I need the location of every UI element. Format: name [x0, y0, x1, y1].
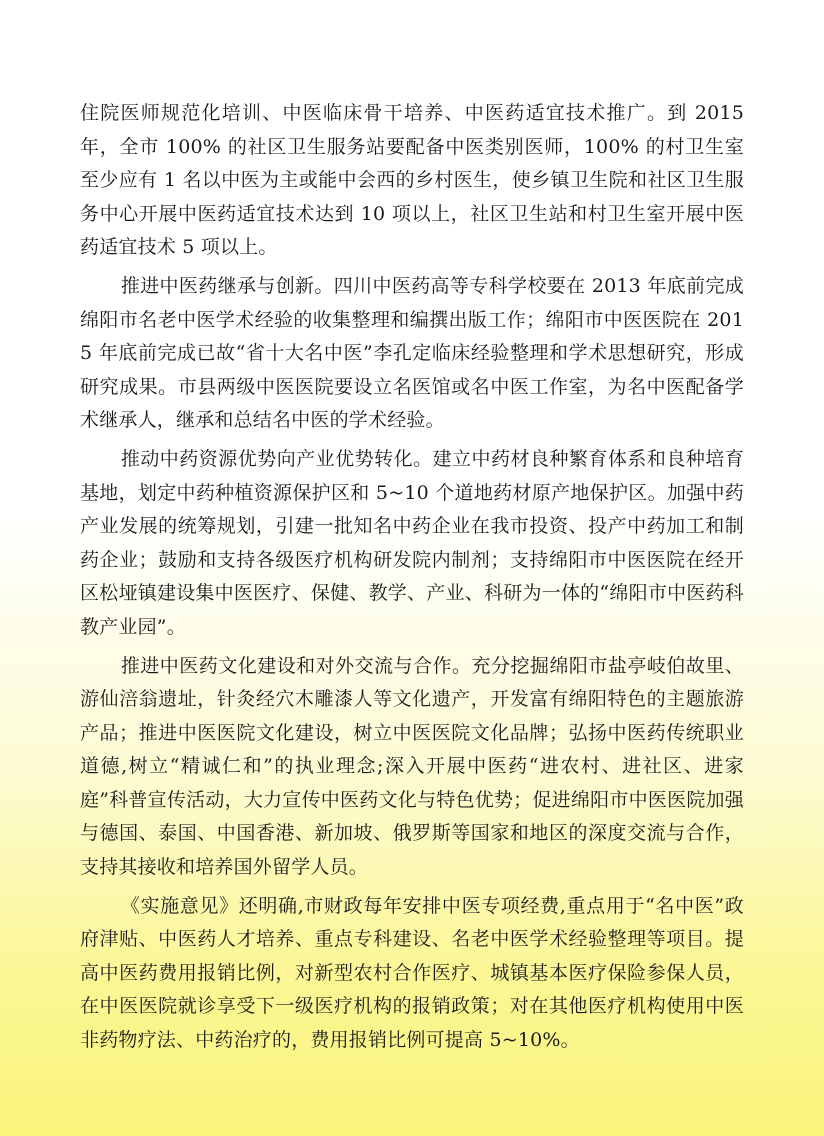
paragraph-culture-exchange: 推进中医药文化建设和对外交流与合作。充分挖掘绵阳市盐亭岐伯故里、游仙涪翁遗址，针灸经穴木雕漆人等文化遗产，开发富有绵阳特色的主题旅游产品；推进中医医院文化建设，树立中医医院文化品牌；弘扬中医药传统职业道德,树立“精诚仁和”的执业理念;深入开展中医药“进农村、进社区、进家庭”科普宣传活动，大力宣传中医药文化与特色优势；促进绵阳市中医医院加强与德国、泰国、中国香港、新加坡、俄罗斯等国家和地区的深度交流与合作，支持其接收和培养国外留学人员。 [80, 654, 744, 879]
paragraph-industry-transformation: 推动中药资源优势向产业优势转化。建立中药材良种繁育体系和良种培育基地，划定中药种植资源保护区和 5~10 个道地药材原产地保护区。加强中药产业发展的统筹规划，引建一批知名中药企业在我市投资、投产中药加工和制药企业；鼓励和支持各级医疗机构研发院内制剂；支持绵阳市中医医院在经开区松垭镇建设集中医医疗、保健、教学、产业、科研为一体的“绵阳市中医药科教产业园”。 [80, 447, 744, 638]
paragraph-continuation: 住院医师规范化培训、中医临床骨干培养、中医药适宜技术推广。到 2015 年，全市 100% 的社区卫生服务站要配备中医类别医师，100% 的村卫生室至少应有 1 名以中医为主或能中会西的乡村医生，使乡镇卫生院和社区卫生服务中心开展中医药适宜技术达到 10 项以上，社区卫生站和村卫生室开展中医药适宜技术 5 项以上。 [80, 102, 744, 259]
paragraph-implementation-opinion: 《实施意见》还明确,市财政每年安排中医专项经费,重点用于“名中医”政府津贴、中医药人才培养、重点专科建设、名老中医学术经验整理等项目。提高中医药费用报销比例，对新型农村合作医疗、城镇基本医疗保险参保人员，在中医医院就诊享受下一级医疗机构的报销政策；对在其他医疗机构使用中医非药物疗法、中药治疗的，费用报销比例可提高 5~10%。 [80, 894, 744, 1052]
paragraph-inheritance-innovation: 推进中医药继承与创新。四川中医药高等专科学校要在 2013 年底前完成绵阳市名老中医学术经验的收集整理和编撰出版工作；绵阳市中医医院在 2015 年底前完成已故“省十大名中医”李孔定临床经验整理和学术思想研究，形成研究成果。市县两级中医医院要设立名医馆或名中医工作室，为名中医配备学术继承人，继承和总结名中医的学术经验。 [80, 274, 744, 432]
